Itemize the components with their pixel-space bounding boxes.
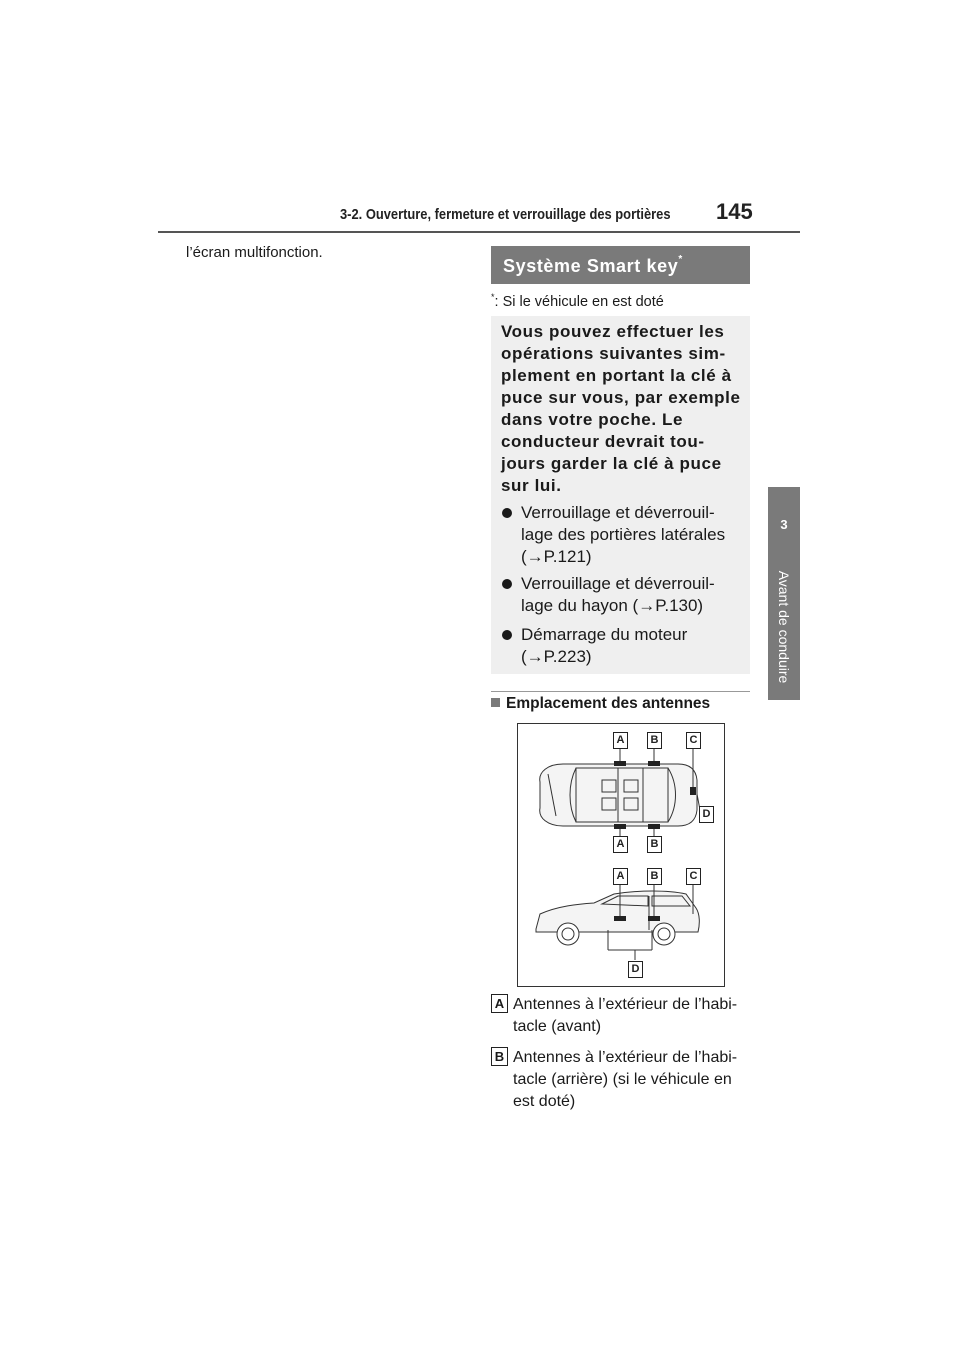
subsection-divider (491, 691, 750, 692)
intro-line: conducteur devrait tou- (501, 432, 705, 451)
legend-line: Antennes à l’extérieur de l’habi- (513, 996, 738, 1013)
subsection-title: Emplacement des antennes (506, 695, 711, 712)
chapter-number: 3 (780, 517, 788, 532)
car-diagram-illustration (518, 724, 724, 986)
bullet-dot-icon (502, 508, 512, 518)
square-bullet-icon (491, 698, 500, 707)
chapter-side-tab (768, 487, 800, 700)
left-column-text: l’écran multifonction. (186, 244, 323, 261)
subsection-heading (491, 695, 710, 713)
footnote-text: : Si le véhicule en est doté (494, 294, 664, 310)
legend-label-box: B (491, 1047, 508, 1066)
footnote (491, 292, 664, 310)
label-b-top: B (647, 732, 662, 749)
intro-line: plement en portant la clé à (501, 366, 732, 385)
label-c-side: C (686, 868, 701, 885)
summary-intro (501, 321, 741, 497)
intro-line: sur lui. (501, 476, 562, 495)
label-a-top: A (613, 732, 628, 749)
bullet-line: (→P.121) (521, 547, 592, 566)
legend-label-box: A (491, 994, 508, 1013)
legend-line: est doté) (513, 1093, 576, 1110)
intro-line: dans votre poche. Le (501, 410, 684, 429)
footnote-asterisk: * (491, 292, 495, 302)
label-d-top: D (699, 806, 714, 823)
intro-line: Vous pouvez effectuer les (501, 322, 725, 341)
label-a-bottom: A (613, 836, 628, 853)
bullet-line: Verrouillage et déverrouil- (521, 503, 715, 522)
section-title-asterisk: * (678, 254, 683, 265)
bullet-line: Verrouillage et déverrouil- (521, 574, 715, 593)
section-heading (491, 246, 750, 284)
label-b-side: B (647, 868, 662, 885)
header-divider (158, 231, 800, 233)
chapter-section-title: 3-2. Ouverture, fermeture et verrouillage des portières (340, 206, 671, 223)
intro-line: jours garder la clé à puce (501, 454, 722, 473)
section-title: Système Smart key (503, 256, 679, 276)
legend-line: Antennes à l’extérieur de l’habi- (513, 1049, 738, 1066)
bullet-line: (→P.223) (521, 647, 592, 666)
intro-line: puce sur vous, par exemple (501, 388, 741, 407)
bullet-dot-icon (502, 630, 512, 640)
antenna-location-figure (517, 723, 725, 987)
chapter-title: Avant de conduire (776, 570, 792, 684)
bullet-line: Démarrage du moteur (521, 625, 688, 644)
page-number: 145 (716, 199, 753, 224)
bullet-dot-icon (502, 579, 512, 589)
intro-line: opérations suivantes sim- (501, 344, 726, 363)
legend-line: tacle (avant) (513, 1018, 602, 1035)
bullet-line: lage du hayon (→P.130) (521, 596, 704, 615)
legend-line: tacle (arrière) (si le véhicule en (513, 1071, 732, 1088)
label-c-top: C (686, 732, 701, 749)
bullet-line: lage des portières latérales (521, 525, 726, 544)
label-b-bottom: B (647, 836, 662, 853)
label-d-side: D (628, 961, 643, 978)
label-a-side: A (613, 868, 628, 885)
summary-box (491, 316, 750, 674)
